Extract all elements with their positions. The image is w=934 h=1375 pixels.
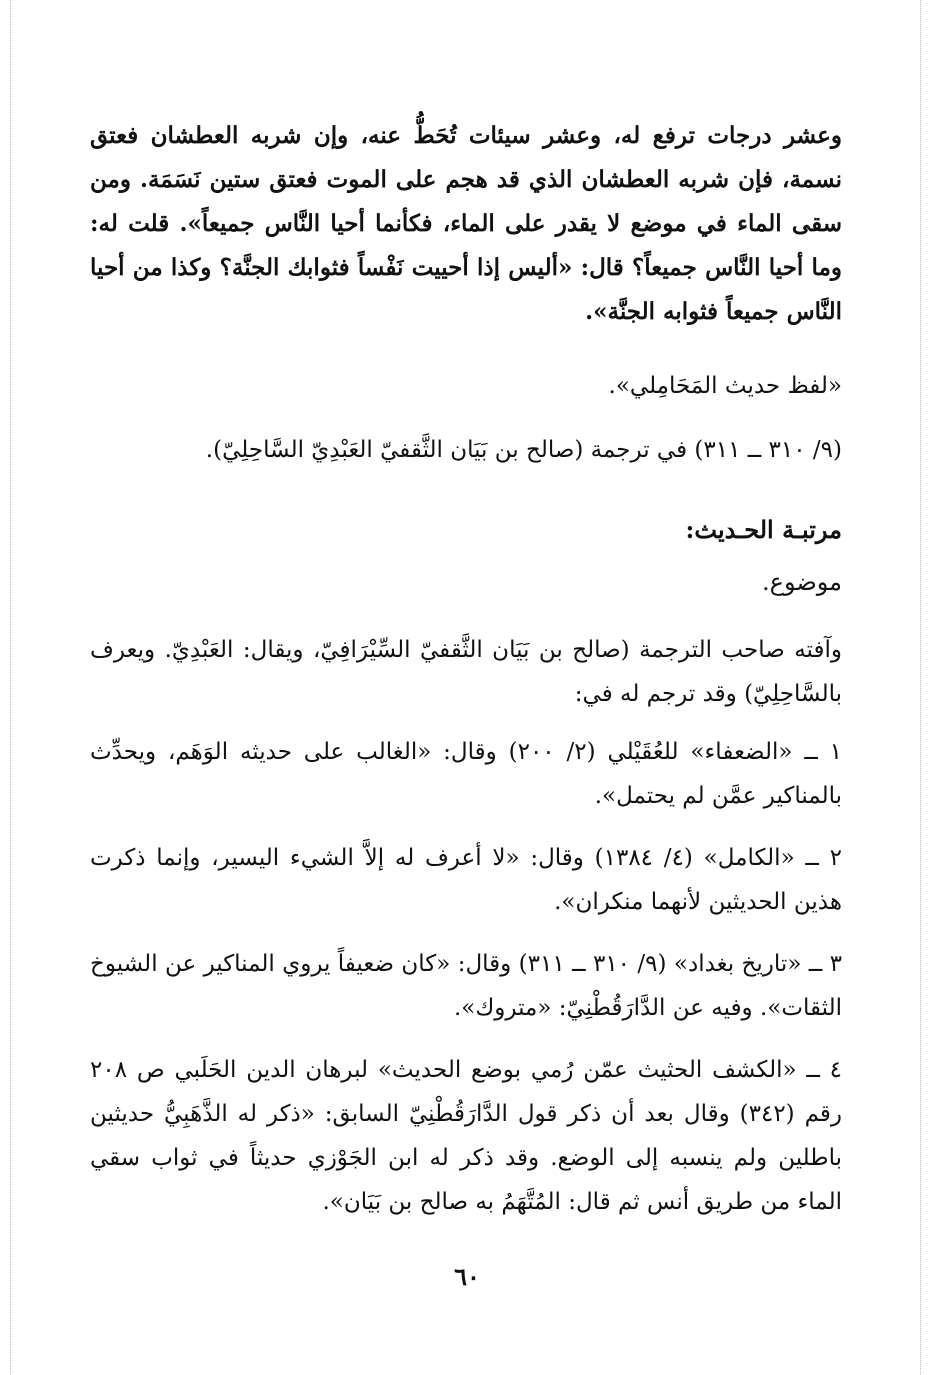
hadith-text: وعشر درجات ترفع له، وعشر سيئات تُحَطُّ عنه، وإن شربه العطشان فعتق نسمة، فإن شربه العطشان الذي قد هجم على الموت فعتق ستين نَسَمَة. ومن سقى الماء في موضع لا يقدر على الماء، فكأنما أحيا النَّاس جميعاً». قلت له: وما أحيا النَّاس جميعاً؟ قال: «أليس إذا أحييت نَفْساً فثوابك الجنَّة؟ وكذا من أحيا النَّاس جميعاً فثوابه الجنَّة». xyxy=(90,122,842,325)
note-mahamili: «لفظ حديث المَحَامِلي». xyxy=(608,373,842,399)
source-item-2 xyxy=(90,836,842,924)
source-item-text: ٤ ــ «الكشف الحثيث عمّن رُمي بوضع الحديث» لبرهان الدين الحَلَبي ص ٢٠٨ رقم (٣٤٢) وقال بعد أن ذكر قول الدَّارَقُطْنِيّ السابق: «ذكر له الذَّهَبِيُّ حديثين باطلين ولم ينسبه إلى الوضع. وقد ذكر له ابن الجَوْزي حديثاً في ثواب سقي الماء من طريق أنس ثم قال: المُتَّهَمُ به صالح بن بَيَان». xyxy=(90,1057,842,1215)
source-item-4 xyxy=(90,1048,842,1224)
ruling-text: موضوع. xyxy=(762,568,842,596)
page-number: ٦٠ xyxy=(454,1262,480,1291)
source-item-3 xyxy=(90,942,842,1030)
intro-paragraph-text: وآفته صاحب الترجمة (صالح بن بَيَان الثَّقفيّ السِّيْرَافِيّ، ويقال: العَبْدِيّ. ويعرف بالسَّاحِلِيّ) وقد ترجم له في: xyxy=(90,637,842,707)
section-heading: مرتبـة الحـديث: xyxy=(685,515,842,544)
source-item-text: ٢ ــ «الكامل» (٤/ ١٣٨٤) وقال: «لا أعرف له إلاَّ الشيء اليسير، وإنما ذكرت هذين الحديثين لأنهما منكران». xyxy=(90,845,843,915)
source-item-1 xyxy=(90,730,842,818)
left-margin-rule xyxy=(10,0,11,1375)
right-margin-rule xyxy=(920,0,921,1375)
note-tarjama: (٩/ ٣١٠ ــ ٣١١) في ترجمة (صالح بن بَيَان الثَّقفيّ العَبْدِيّ السَّاحِلِيّ). xyxy=(205,437,842,463)
source-item-text: ١ ــ «الضعفاء» للعُقَيْلي (٢/ ٢٠٠) وقال: «الغالب على حديثه الوَهَم، ويحدِّث بالمناكير عمَّن لم يحتمل». xyxy=(90,739,843,809)
intro-paragraph xyxy=(90,628,842,716)
source-item-text: ٣ ــ «تاريخ بغداد» (٩/ ٣١٠ ــ ٣١١) وقال: «كان ضعيفاً يروي المناكير عن الشيوخ الثقات». وفيه عن الدَّارَقُطْنِيّ: «متروك». xyxy=(90,951,843,1021)
